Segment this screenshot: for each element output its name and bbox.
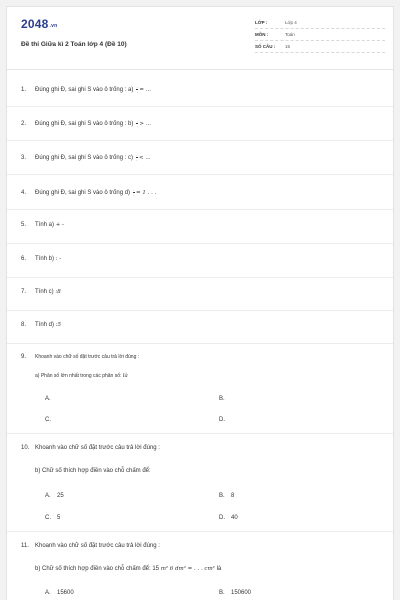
question-10-sub <box>35 468 375 474</box>
question-11 <box>21 543 383 549</box>
question-math: + - <box>55 222 64 228</box>
question-math: > ... <box>139 121 151 128</box>
option-value: 8 <box>231 493 235 499</box>
question-text: Khoanh vào chữ số đặt trước câu trả lời đúng : <box>35 354 140 360</box>
question-number: 1. <box>21 87 27 94</box>
question-8 <box>21 322 383 328</box>
exam-sheet <box>6 6 394 600</box>
question-math: = 1 . . . <box>136 190 157 197</box>
option-a[interactable] <box>45 493 64 499</box>
divider <box>7 310 393 311</box>
question-9-sub <box>35 373 375 379</box>
option-letter: D. <box>219 417 225 423</box>
option-letter: D. <box>219 515 225 521</box>
question-math: : - <box>55 256 62 262</box>
question-number: 2. <box>21 121 27 128</box>
meta-row-subject <box>255 29 385 41</box>
meta-label: SỐ CÂU : <box>255 44 276 49</box>
exam-header <box>7 7 393 70</box>
question-1 <box>21 85 383 94</box>
fraction: $\frac{.}{.}$ <box>133 187 135 197</box>
meta-value: Lớp 4 <box>285 20 297 25</box>
question-sub-text: b) Chữ số thích hợp điền vào chỗ chấm để: <box>35 468 151 474</box>
divider <box>7 277 393 278</box>
question-unit: dm² <box>174 566 186 572</box>
divider <box>7 531 393 532</box>
option-d[interactable] <box>219 417 231 423</box>
question-number: 4. <box>21 190 27 197</box>
option-value: 15600 <box>57 590 74 596</box>
meta-value: Toán <box>285 32 295 37</box>
divider <box>7 243 393 244</box>
question-number: 8. <box>21 322 27 328</box>
question-unit: = . . . <box>187 566 203 572</box>
option-letter: B. <box>219 396 225 402</box>
option-value: 40 <box>231 515 238 521</box>
question-number: 3. <box>21 155 27 162</box>
question-text: Đúng ghi Đ, sai ghi S vào ô trống d) <box>35 190 131 197</box>
option-letter: B. <box>219 590 225 596</box>
question-number: 9. <box>21 354 27 360</box>
option-letter: A. <box>45 493 51 499</box>
exam-title: Đề thi Giữa kì 2 Toán lớp 4 (Đề 10) <box>21 41 127 48</box>
option-b[interactable] <box>219 493 234 499</box>
option-value: 150600 <box>231 590 252 596</box>
question-text: Đúng ghi Đ, sai ghi S vào ô trống : c) <box>35 155 134 162</box>
question-text: Đúng ghi Đ, sai ghi S vào ô trống : a) <box>35 87 134 94</box>
question-2 <box>21 119 383 128</box>
divider <box>7 433 393 434</box>
question-sub-text: a) Phân số lớn nhất trong các phân số: <box>35 373 122 379</box>
divider <box>7 106 393 107</box>
question-number: 6. <box>21 256 27 262</box>
divider <box>7 209 393 210</box>
option-letter: C. <box>45 515 51 521</box>
question-sub-text: b) Chữ số thích hợp điền vào chỗ chấm để: 15 <box>35 566 160 572</box>
fraction: $\frac{.}{.}$ <box>136 118 138 128</box>
question-9 <box>21 354 383 360</box>
logo-text: 2048 <box>21 17 49 31</box>
question-text: Đúng ghi Đ, sai ghi S vào ô trống : b) <box>35 121 134 128</box>
question-text: Tính a) <box>35 222 55 228</box>
question-unit: 6 <box>169 566 174 572</box>
divider <box>7 343 393 344</box>
question-10 <box>21 445 383 451</box>
meta-label: MÔN : <box>255 32 269 37</box>
question-unit: m² <box>160 566 169 572</box>
meta-row-class <box>255 17 385 29</box>
option-letter: A. <box>45 590 51 596</box>
question-text: Khoanh vào chữ số đặt trước câu trả lời đúng : <box>35 543 160 549</box>
meta-row-count <box>255 41 385 53</box>
option-value: 5 <box>57 515 61 521</box>
question-5 <box>21 222 383 228</box>
question-math: < ... <box>139 155 151 162</box>
option-a[interactable] <box>45 396 57 402</box>
question-7 <box>21 289 383 295</box>
question-text: Tính b) <box>35 256 55 262</box>
fraction: $\frac{.}{.}$ <box>136 84 138 94</box>
option-value: 25 <box>57 493 64 499</box>
meta-label: LỚP : <box>255 20 268 25</box>
question-unit: cm² <box>204 566 215 572</box>
question-text: Tính d) <box>35 322 55 328</box>
option-b[interactable] <box>219 590 251 596</box>
fraction: $\frac{.}{.}$ <box>136 152 138 162</box>
option-c[interactable] <box>45 417 57 423</box>
question-6 <box>21 256 383 262</box>
question-number: 7. <box>21 289 27 295</box>
question-math: :8 <box>55 289 61 295</box>
divider <box>7 140 393 141</box>
option-letter: A. <box>45 396 51 402</box>
question-number: 11. <box>21 543 29 549</box>
question-math: :5 <box>55 322 62 328</box>
option-letter: C. <box>45 417 51 423</box>
logo-suffix: .vn <box>49 23 58 29</box>
question-math: = ... <box>139 87 151 94</box>
question-number: 5. <box>21 222 27 228</box>
option-letter: B. <box>219 493 225 499</box>
question-4 <box>21 188 383 197</box>
exam-meta <box>255 17 385 53</box>
question-text: Khoanh vào chữ số đặt trước câu trả lời đúng : <box>35 445 160 451</box>
site-logo[interactable] <box>21 17 57 31</box>
question-sub-end: là <box>122 373 128 379</box>
divider <box>7 174 393 175</box>
option-d[interactable] <box>219 515 238 521</box>
option-c[interactable] <box>45 515 60 521</box>
question-text: Tính c) <box>35 289 54 295</box>
meta-value: 15 <box>285 44 291 49</box>
option-b[interactable] <box>219 396 231 402</box>
question-unit: là <box>216 566 222 572</box>
question-number: 10. <box>21 445 30 451</box>
option-a[interactable] <box>45 590 74 596</box>
question-11-sub <box>35 566 375 572</box>
question-3 <box>21 153 383 162</box>
